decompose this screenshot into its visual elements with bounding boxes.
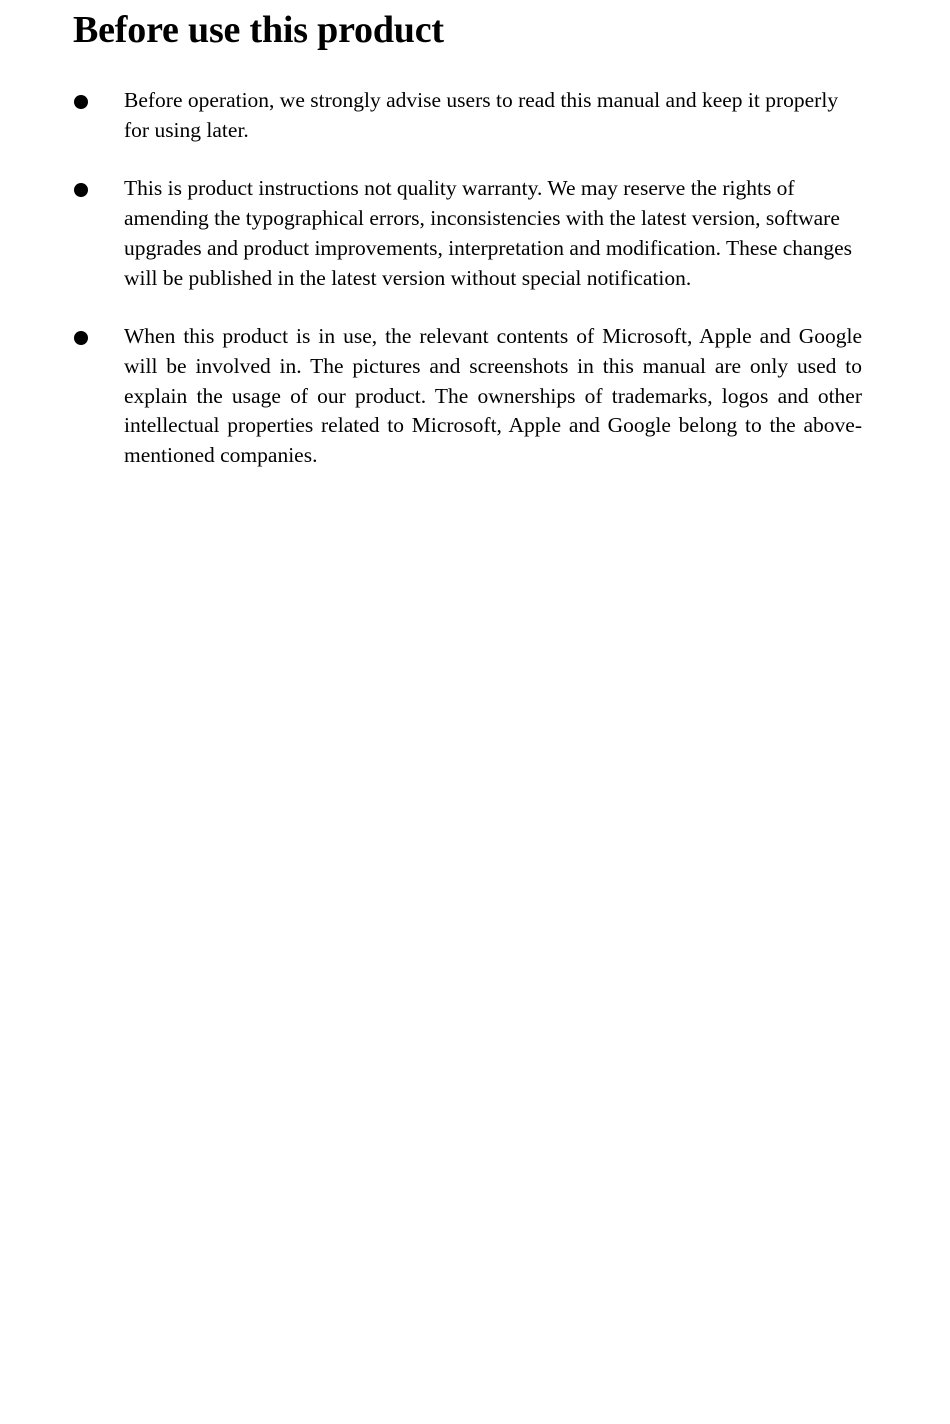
notice-item-warranty [0,174,950,293]
notice-list [0,86,950,500]
notice-text: When this product is in use, the relevant contents of Microsoft, Apple and Google will be involved in. The pictures and screenshots in this manual are only used to explain the usage of our product. The ownerships of trademarks, logos and other intellectual properties related to Microsoft, Apple and Google belong to the above-mentioned companies. [124,324,862,468]
notice-item-trademarks [0,322,950,471]
notice-item-read-manual [0,86,950,145]
bullet-icon [74,95,88,109]
page-title: Before use this product [73,9,444,51]
bullet-icon [74,331,88,345]
notice-text: Before operation, we strongly advise users to read this manual and keep it properly for using later. [124,88,839,142]
bullet-icon [74,183,88,197]
notice-text: This is product instructions not quality warranty. We may reserve the rights of amending the typographical errors, inconsistencies with the latest version, software upgrades and product improvements, interpretation and modification. These changes will be published in the latest version without special notification. [124,176,852,290]
